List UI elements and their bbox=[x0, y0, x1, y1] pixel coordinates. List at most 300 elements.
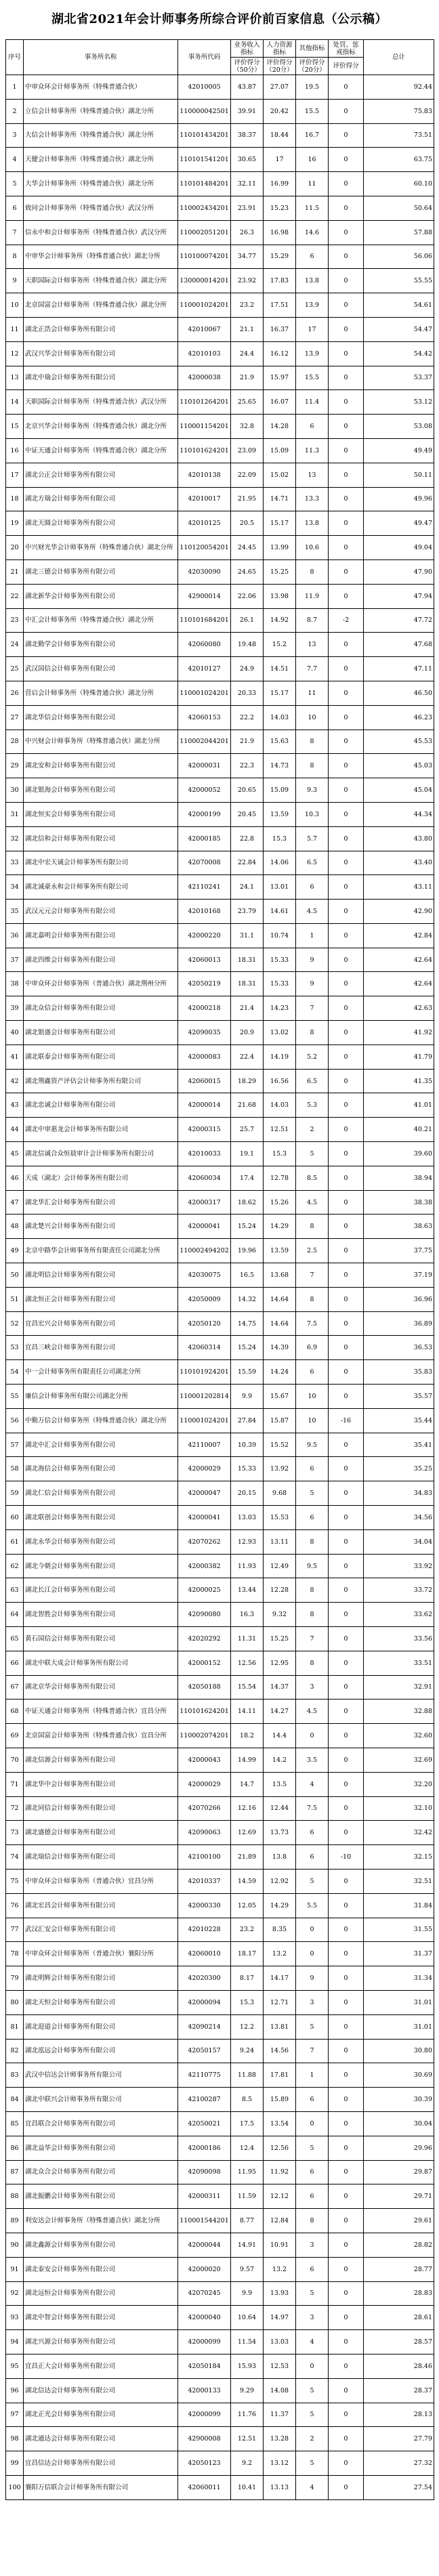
cell-income-score: 22.09 bbox=[231, 463, 264, 487]
cell-firm-name: 湖北恒实会计师事务所有限公司 bbox=[24, 802, 178, 826]
cell-no: 59 bbox=[6, 1481, 24, 1506]
table-row bbox=[6, 875, 434, 900]
cell-hr-score: 13.93 bbox=[264, 2281, 296, 2306]
cell-other-score: 15.5 bbox=[296, 99, 329, 123]
cell-firm-name: 湖北智胜会计师事务所有限公司 bbox=[24, 1603, 178, 1627]
cell-firm-code: 42090063 bbox=[178, 1821, 231, 1845]
cell-penalty-score: 0 bbox=[329, 2111, 364, 2136]
cell-penalty-score: 0 bbox=[329, 1578, 364, 1603]
cell-income-score: 21.9 bbox=[231, 730, 264, 754]
cell-total-score: 36.53 bbox=[364, 1336, 434, 1360]
cell-no: 72 bbox=[6, 1796, 24, 1821]
cell-total-score: 45.04 bbox=[364, 778, 434, 803]
cell-penalty-score: 0 bbox=[329, 1287, 364, 1311]
cell-firm-name: 北京国富会计师事务所（特殊普通合伙）宜昌分所 bbox=[24, 1724, 178, 1748]
cell-penalty-score: 0 bbox=[329, 681, 364, 705]
table-row bbox=[6, 2136, 434, 2160]
cell-income-score: 15.54 bbox=[231, 1675, 264, 1699]
cell-income-score: 20.15 bbox=[231, 1481, 264, 1506]
cell-penalty-score: 0 bbox=[329, 1651, 364, 1675]
cell-income-score: 20.33 bbox=[231, 681, 264, 705]
cell-firm-name: 湖北方瑞会计师事务所有限公司 bbox=[24, 487, 178, 511]
cell-hr-score: 14.29 bbox=[264, 1893, 296, 1918]
cell-total-score: 31.01 bbox=[364, 1990, 434, 2014]
cell-firm-name: 湖北众合会计师事务所有限公司 bbox=[24, 2160, 178, 2184]
table-row bbox=[6, 341, 434, 366]
cell-penalty-score: 0 bbox=[329, 1433, 364, 1457]
cell-other-score: 6 bbox=[296, 2088, 329, 2112]
header-sub-income: 评价得分（50分） bbox=[231, 58, 264, 75]
cell-hr-score: 13.68 bbox=[264, 1263, 296, 1288]
cell-other-score: 6 bbox=[296, 1821, 329, 1845]
cell-hr-score: 13.12 bbox=[264, 2451, 296, 2476]
cell-total-score: 46.23 bbox=[364, 705, 434, 730]
cell-hr-score: 12.44 bbox=[264, 1796, 296, 1821]
cell-total-score: 53.37 bbox=[364, 366, 434, 390]
cell-firm-name: 湖北忠诚会计师事务所有限公司 bbox=[24, 1093, 178, 1118]
cell-penalty-score: 0 bbox=[329, 972, 364, 996]
cell-total-score: 38.94 bbox=[364, 1166, 434, 1190]
cell-firm-name: 中兴财会计师事务所（特殊普通合伙）湖北分所 bbox=[24, 730, 178, 754]
cell-firm-code: 42090214 bbox=[178, 2014, 231, 2039]
cell-firm-code: 42000317 bbox=[178, 1190, 231, 1215]
cell-total-score: 32.88 bbox=[364, 1699, 434, 1724]
cell-firm-name: 湖北公正会计师事务所有限公司 bbox=[24, 463, 178, 487]
cell-penalty-score: 0 bbox=[329, 366, 364, 390]
cell-total-score: 47.72 bbox=[364, 608, 434, 633]
table-row bbox=[6, 2427, 434, 2451]
cell-hr-score: 13.92 bbox=[264, 1457, 296, 1481]
cell-income-score: 14.11 bbox=[231, 1699, 264, 1724]
cell-firm-name: 湖北正浩会计师事务所有限公司 bbox=[24, 317, 178, 341]
cell-penalty-score: 0 bbox=[329, 1918, 364, 1942]
cell-other-score: 5 bbox=[296, 1869, 329, 1893]
header-penalty: 处罚、惩戒指标 bbox=[329, 40, 364, 58]
cell-firm-code: 110001202814 bbox=[178, 1385, 231, 1409]
cell-total-score: 30.80 bbox=[364, 2039, 434, 2063]
cell-other-score: 11 bbox=[296, 681, 329, 705]
cell-total-score: 35.25 bbox=[364, 1457, 434, 1481]
cell-no: 58 bbox=[6, 1457, 24, 1481]
cell-hr-score: 14.28 bbox=[264, 415, 296, 439]
cell-hr-score: 12.49 bbox=[264, 1554, 296, 1578]
cell-total-score: 29.87 bbox=[364, 2160, 434, 2184]
cell-income-score: 14.99 bbox=[231, 1748, 264, 1772]
cell-firm-code: 42100287 bbox=[178, 2088, 231, 2112]
cell-no: 29 bbox=[6, 754, 24, 778]
cell-income-score: 18.29 bbox=[231, 1069, 264, 1093]
cell-total-score: 27.79 bbox=[364, 2427, 434, 2451]
cell-no: 4 bbox=[6, 148, 24, 172]
cell-penalty-score: 0 bbox=[329, 172, 364, 196]
cell-penalty-score: 0 bbox=[329, 1699, 364, 1724]
cell-total-score: 55.55 bbox=[364, 269, 434, 293]
table-row bbox=[6, 948, 434, 972]
cell-firm-name: 中汇会计师事务所（特殊普通合伙）湖北分所 bbox=[24, 608, 178, 633]
cell-firm-name: 湖北京华会计师事务所有限公司 bbox=[24, 1675, 178, 1699]
cell-no: 21 bbox=[6, 559, 24, 584]
header-code: 事务所代码 bbox=[178, 40, 231, 75]
cell-no: 56 bbox=[6, 1408, 24, 1433]
cell-income-score: 19.48 bbox=[231, 633, 264, 657]
cell-no: 61 bbox=[6, 1529, 24, 1554]
cell-firm-code: 42000029 bbox=[178, 1457, 231, 1481]
cell-firm-name: 湖北天恒会计师事务所有限公司 bbox=[24, 1990, 178, 2014]
cell-other-score: 9.5 bbox=[296, 1554, 329, 1578]
cell-income-score: 11.59 bbox=[231, 2184, 264, 2209]
cell-firm-name: 营启会计师事务所（特殊普通合伙）湖北分所 bbox=[24, 681, 178, 705]
cell-total-score: 31.37 bbox=[364, 1942, 434, 1966]
table-row bbox=[6, 1287, 434, 1311]
cell-penalty-score: 0 bbox=[329, 802, 364, 826]
cell-other-score: 5 bbox=[296, 2403, 329, 2427]
cell-firm-code: 42000099 bbox=[178, 2330, 231, 2355]
table-row bbox=[6, 1869, 434, 1893]
cell-income-score: 30.65 bbox=[231, 148, 264, 172]
cell-firm-name: 中证天通会计师事务所（特殊普通合伙）湖北分所 bbox=[24, 438, 178, 463]
cell-penalty-score: 0 bbox=[329, 2184, 364, 2209]
table-row bbox=[6, 1966, 434, 1991]
cell-no: 15 bbox=[6, 415, 24, 439]
cell-firm-code: 110000042501 bbox=[178, 99, 231, 123]
cell-total-score: 47.68 bbox=[364, 633, 434, 657]
cell-other-score: 2 bbox=[296, 1118, 329, 1142]
cell-firm-code: 42070262 bbox=[178, 1529, 231, 1554]
cell-other-score: 16.7 bbox=[296, 123, 329, 148]
cell-no: 53 bbox=[6, 1336, 24, 1360]
cell-penalty-score: 0 bbox=[329, 220, 364, 245]
cell-firm-code: 42060010 bbox=[178, 1942, 231, 1966]
cell-no: 63 bbox=[6, 1578, 24, 1603]
header-total: 总计 bbox=[364, 40, 434, 75]
table-row bbox=[6, 754, 434, 778]
cell-hr-score: 14.92 bbox=[264, 608, 296, 633]
cell-firm-code: 42050021 bbox=[178, 2111, 231, 2136]
cell-hr-score: 12.84 bbox=[264, 2209, 296, 2233]
cell-other-score: 8 bbox=[296, 1603, 329, 1627]
cell-income-score: 15.24 bbox=[231, 1215, 264, 1239]
cell-firm-name: 湖北恒正会计师事务所有限公司 bbox=[24, 1287, 178, 1311]
cell-firm-name: 廉信会计师事务所有限公司湖北分所 bbox=[24, 1385, 178, 1409]
cell-penalty-score: 0 bbox=[329, 1190, 364, 1215]
cell-income-score: 13.03 bbox=[231, 1506, 264, 1530]
cell-penalty-score: 0 bbox=[329, 1457, 364, 1481]
cell-total-score: 33.51 bbox=[364, 1651, 434, 1675]
cell-other-score: 5.5 bbox=[296, 1893, 329, 1918]
cell-no: 78 bbox=[6, 1942, 24, 1966]
cell-other-score: 8 bbox=[296, 1529, 329, 1554]
cell-firm-code: 110120054201 bbox=[178, 536, 231, 560]
cell-firm-code: 42070266 bbox=[178, 1796, 231, 1821]
cell-firm-name: 宜昌宏兴会计师事务所有限公司 bbox=[24, 1311, 178, 1336]
cell-firm-name: 湖北永华会计师事务所有限公司 bbox=[24, 1529, 178, 1554]
cell-other-score: 1 bbox=[296, 2063, 329, 2088]
cell-firm-name: 湖北银盛会计师事务所有限公司 bbox=[24, 1021, 178, 1045]
cell-no: 98 bbox=[6, 2427, 24, 2451]
cell-firm-name: 湖北振鹏会计师事务所有限公司 bbox=[24, 2184, 178, 2209]
cell-firm-code: 42000094 bbox=[178, 1990, 231, 2014]
table-row bbox=[6, 172, 434, 196]
cell-hr-score: 12.71 bbox=[264, 1990, 296, 2014]
cell-no: 87 bbox=[6, 2160, 24, 2184]
cell-total-score: 53.08 bbox=[364, 415, 434, 439]
cell-total-score: 28.37 bbox=[364, 2378, 434, 2403]
cell-income-score: 22.4 bbox=[231, 1044, 264, 1069]
cell-income-score: 15.33 bbox=[231, 1457, 264, 1481]
table-row bbox=[6, 1893, 434, 1918]
cell-firm-name: 天成（湖北）会计师事务所有限公司 bbox=[24, 1166, 178, 1190]
cell-total-score: 49.04 bbox=[364, 536, 434, 560]
cell-income-score: 18.17 bbox=[231, 1942, 264, 1966]
table-row bbox=[6, 1554, 434, 1578]
cell-income-score: 21.9 bbox=[231, 366, 264, 390]
table-row bbox=[6, 511, 434, 536]
cell-income-score: 19.96 bbox=[231, 1239, 264, 1263]
table-row bbox=[6, 972, 434, 996]
cell-no: 33 bbox=[6, 851, 24, 875]
cell-firm-name: 湖北安和会计师事务所有限公司 bbox=[24, 754, 178, 778]
cell-income-score: 14.91 bbox=[231, 2233, 264, 2257]
header-sub-other: 评价得分（20分） bbox=[296, 58, 329, 75]
cell-income-score: 15.93 bbox=[231, 2354, 264, 2378]
cell-firm-code: 42010067 bbox=[178, 317, 231, 341]
cell-total-score: 41.35 bbox=[364, 1069, 434, 1093]
cell-total-score: 37.19 bbox=[364, 1263, 434, 1288]
cell-total-score: 32.20 bbox=[364, 1772, 434, 1796]
cell-hr-score: 16.56 bbox=[264, 1069, 296, 1093]
cell-firm-code: 42000099 bbox=[178, 2403, 231, 2427]
cell-firm-name: 湖北楚兴会计师事务所有限公司 bbox=[24, 1215, 178, 1239]
cell-penalty-score: 0 bbox=[329, 317, 364, 341]
cell-penalty-score: -16 bbox=[329, 1408, 364, 1433]
cell-penalty-score: 0 bbox=[329, 1990, 364, 2014]
table-row bbox=[6, 633, 434, 657]
cell-income-score: 39.91 bbox=[231, 99, 264, 123]
cell-income-score: 8.77 bbox=[231, 2209, 264, 2233]
cell-firm-name: 湖北明辉会计师事务所有限公司 bbox=[24, 1966, 178, 1991]
cell-penalty-score: 0 bbox=[329, 2136, 364, 2160]
cell-other-score: 2 bbox=[296, 2427, 329, 2451]
cell-other-score: 5 bbox=[296, 2281, 329, 2306]
cell-hr-score: 12.78 bbox=[264, 1166, 296, 1190]
cell-hr-score: 12.12 bbox=[264, 2184, 296, 2209]
cell-firm-code: 42030090 bbox=[178, 559, 231, 584]
cell-income-score: 21.95 bbox=[231, 487, 264, 511]
cell-no: 13 bbox=[6, 366, 24, 390]
cell-firm-code: 110101684201 bbox=[178, 608, 231, 633]
table-row bbox=[6, 390, 434, 415]
cell-income-score: 12.4 bbox=[231, 2136, 264, 2160]
cell-penalty-score: 0 bbox=[329, 1893, 364, 1918]
cell-other-score: 0 bbox=[296, 1724, 329, 1748]
table-row bbox=[6, 1821, 434, 1845]
cell-other-score: 11.5 bbox=[296, 196, 329, 220]
cell-penalty-score: 0 bbox=[329, 875, 364, 900]
cell-hr-score: 15.17 bbox=[264, 681, 296, 705]
cell-penalty-score: 0 bbox=[329, 851, 364, 875]
cell-no: 27 bbox=[6, 705, 24, 730]
cell-other-score: 6 bbox=[296, 245, 329, 269]
cell-firm-name: 中一会计师事务所有限责任公司湖北分所 bbox=[24, 1360, 178, 1385]
cell-no: 45 bbox=[6, 1142, 24, 1166]
cell-no: 40 bbox=[6, 1021, 24, 1045]
cell-other-score: 6 bbox=[296, 1457, 329, 1481]
cell-income-score: 34.77 bbox=[231, 245, 264, 269]
cell-hr-score: 13.11 bbox=[264, 1529, 296, 1554]
cell-firm-name: 中审众环会计师事务所（普通合伙）宜昌分所 bbox=[24, 1869, 178, 1893]
table-row bbox=[6, 2451, 434, 2476]
cell-total-score: 54.61 bbox=[364, 293, 434, 318]
table-row bbox=[6, 269, 434, 293]
cell-income-score: 27.84 bbox=[231, 1408, 264, 1433]
cell-no: 91 bbox=[6, 2257, 24, 2281]
cell-no: 70 bbox=[6, 1748, 24, 1772]
cell-firm-code: 42010005 bbox=[178, 75, 231, 100]
cell-no: 7 bbox=[6, 220, 24, 245]
cell-total-score: 33.92 bbox=[364, 1554, 434, 1578]
cell-firm-code: 42050188 bbox=[178, 1675, 231, 1699]
cell-other-score: 10.6 bbox=[296, 536, 329, 560]
table-row bbox=[6, 1336, 434, 1360]
cell-firm-code: 110002434201 bbox=[178, 196, 231, 220]
cell-other-score: 6 bbox=[296, 2160, 329, 2184]
cell-firm-code: 42060013 bbox=[178, 948, 231, 972]
cell-no: 32 bbox=[6, 826, 24, 851]
cell-income-score: 12.51 bbox=[231, 2427, 264, 2451]
cell-no: 42 bbox=[6, 1069, 24, 1093]
cell-total-score: 28.61 bbox=[364, 2306, 434, 2330]
cell-firm-code: 42110775 bbox=[178, 2063, 231, 2088]
cell-firm-name: 湖北中瑞会计师事务所有限公司 bbox=[24, 366, 178, 390]
cell-no: 38 bbox=[6, 972, 24, 996]
cell-penalty-score: 0 bbox=[329, 1529, 364, 1554]
cell-other-score: 4.5 bbox=[296, 900, 329, 924]
table-row bbox=[6, 2233, 434, 2257]
table-row bbox=[6, 75, 434, 100]
cell-total-score: 53.12 bbox=[364, 390, 434, 415]
cell-no: 60 bbox=[6, 1506, 24, 1530]
cell-total-score: 28.83 bbox=[364, 2281, 434, 2306]
cell-firm-code: 42000199 bbox=[178, 802, 231, 826]
cell-penalty-score: 0 bbox=[329, 2330, 364, 2355]
cell-no: 5 bbox=[6, 172, 24, 196]
cell-income-score: 11.93 bbox=[231, 1554, 264, 1578]
cell-no: 89 bbox=[6, 2209, 24, 2233]
cell-total-score: 56.06 bbox=[364, 245, 434, 269]
cell-no: 41 bbox=[6, 1044, 24, 1069]
cell-income-score: 20.45 bbox=[231, 802, 264, 826]
cell-firm-name: 湖北荆鑫资产评估会计师事务所有限公司 bbox=[24, 1069, 178, 1093]
cell-firm-name: 湖北盛德会计师事务所有限公司 bbox=[24, 1821, 178, 1845]
cell-income-score: 12.16 bbox=[231, 1796, 264, 1821]
cell-income-score: 17.5 bbox=[231, 2111, 264, 2136]
cell-penalty-score: 0 bbox=[329, 269, 364, 293]
cell-penalty-score: 0 bbox=[329, 900, 364, 924]
cell-other-score: 6 bbox=[296, 2184, 329, 2209]
cell-hr-score: 13.13 bbox=[264, 2475, 296, 2499]
cell-firm-name: 立信会计师事务所（特殊普通合伙）湖北分所 bbox=[24, 99, 178, 123]
cell-no: 31 bbox=[6, 802, 24, 826]
cell-hr-score: 15.29 bbox=[264, 245, 296, 269]
cell-penalty-score: 0 bbox=[329, 2209, 364, 2233]
cell-no: 2 bbox=[6, 99, 24, 123]
cell-income-score: 14.59 bbox=[231, 1869, 264, 1893]
table-row bbox=[6, 802, 434, 826]
table-row bbox=[6, 2088, 434, 2112]
cell-no: 19 bbox=[6, 511, 24, 536]
cell-penalty-score: 0 bbox=[329, 123, 364, 148]
cell-hr-score: 15.25 bbox=[264, 1627, 296, 1651]
cell-income-score: 11.76 bbox=[231, 2403, 264, 2427]
cell-no: 17 bbox=[6, 463, 24, 487]
header-income: 业务收入指标 bbox=[231, 40, 264, 58]
cell-income-score: 22.06 bbox=[231, 584, 264, 608]
table-row bbox=[6, 1603, 434, 1627]
cell-income-score: 8.5 bbox=[231, 2088, 264, 2112]
cell-total-score: 43.40 bbox=[364, 851, 434, 875]
cell-firm-name: 中审众环会计师事务所（普通合伙）襄阳分所 bbox=[24, 1942, 178, 1966]
cell-no: 90 bbox=[6, 2233, 24, 2257]
cell-income-score: 15.24 bbox=[231, 1336, 264, 1360]
cell-income-score: 20.9 bbox=[231, 1021, 264, 1045]
cell-penalty-score: 0 bbox=[329, 99, 364, 123]
cell-income-score: 22.84 bbox=[231, 851, 264, 875]
cell-no: 28 bbox=[6, 730, 24, 754]
cell-firm-name: 宜昌联合会计师事务所有限公司 bbox=[24, 2111, 178, 2136]
cell-income-score: 20.65 bbox=[231, 778, 264, 803]
cell-hr-score: 14.51 bbox=[264, 657, 296, 681]
cell-penalty-score: 0 bbox=[329, 1627, 364, 1651]
cell-total-score: 34.83 bbox=[364, 1481, 434, 1506]
cell-hr-score: 15.25 bbox=[264, 559, 296, 584]
cell-penalty-score: 0 bbox=[329, 705, 364, 730]
cell-penalty-score: 0 bbox=[329, 245, 364, 269]
cell-firm-code: 42110007 bbox=[178, 1433, 231, 1457]
cell-total-score: 63.75 bbox=[364, 148, 434, 172]
table-row bbox=[6, 1796, 434, 1821]
cell-firm-code: 42000040 bbox=[178, 2306, 231, 2330]
cell-total-score: 49.49 bbox=[364, 438, 434, 463]
table-row bbox=[6, 1385, 434, 1409]
cell-penalty-score: 0 bbox=[329, 2354, 364, 2378]
cell-penalty-score: 0 bbox=[329, 1772, 364, 1796]
cell-income-score: 21.4 bbox=[231, 996, 264, 1021]
table-row bbox=[6, 2063, 434, 2088]
cell-income-score: 17.4 bbox=[231, 1166, 264, 1190]
table-row bbox=[6, 2403, 434, 2427]
cell-income-score: 9.24 bbox=[231, 2039, 264, 2063]
cell-firm-name: 湖北中智会计师事务所有限公司 bbox=[24, 2306, 178, 2330]
table-row bbox=[6, 415, 434, 439]
cell-hr-score: 14.17 bbox=[264, 1966, 296, 1991]
cell-penalty-score: 0 bbox=[329, 438, 364, 463]
cell-penalty-score: 0 bbox=[329, 1869, 364, 1893]
cell-total-score: 44.34 bbox=[364, 802, 434, 826]
cell-hr-score: 12.92 bbox=[264, 1869, 296, 1893]
cell-other-score: 10 bbox=[296, 705, 329, 730]
cell-penalty-score: 0 bbox=[329, 1239, 364, 1263]
cell-firm-code: 42000025 bbox=[178, 1578, 231, 1603]
cell-firm-name: 大华会计师事务所（特殊普通合伙）湖北分所 bbox=[24, 172, 178, 196]
cell-firm-code: 42010138 bbox=[178, 463, 231, 487]
cell-income-score: 11.95 bbox=[231, 2160, 264, 2184]
cell-firm-name: 北京国富会计师事务所（特殊普通合伙）湖北分所 bbox=[24, 293, 178, 318]
cell-no: 6 bbox=[6, 196, 24, 220]
cell-firm-code: 42000382 bbox=[178, 1554, 231, 1578]
cell-other-score: 1 bbox=[296, 923, 329, 948]
cell-total-score: 31.34 bbox=[364, 1966, 434, 1991]
cell-penalty-score: 0 bbox=[329, 1118, 364, 1142]
